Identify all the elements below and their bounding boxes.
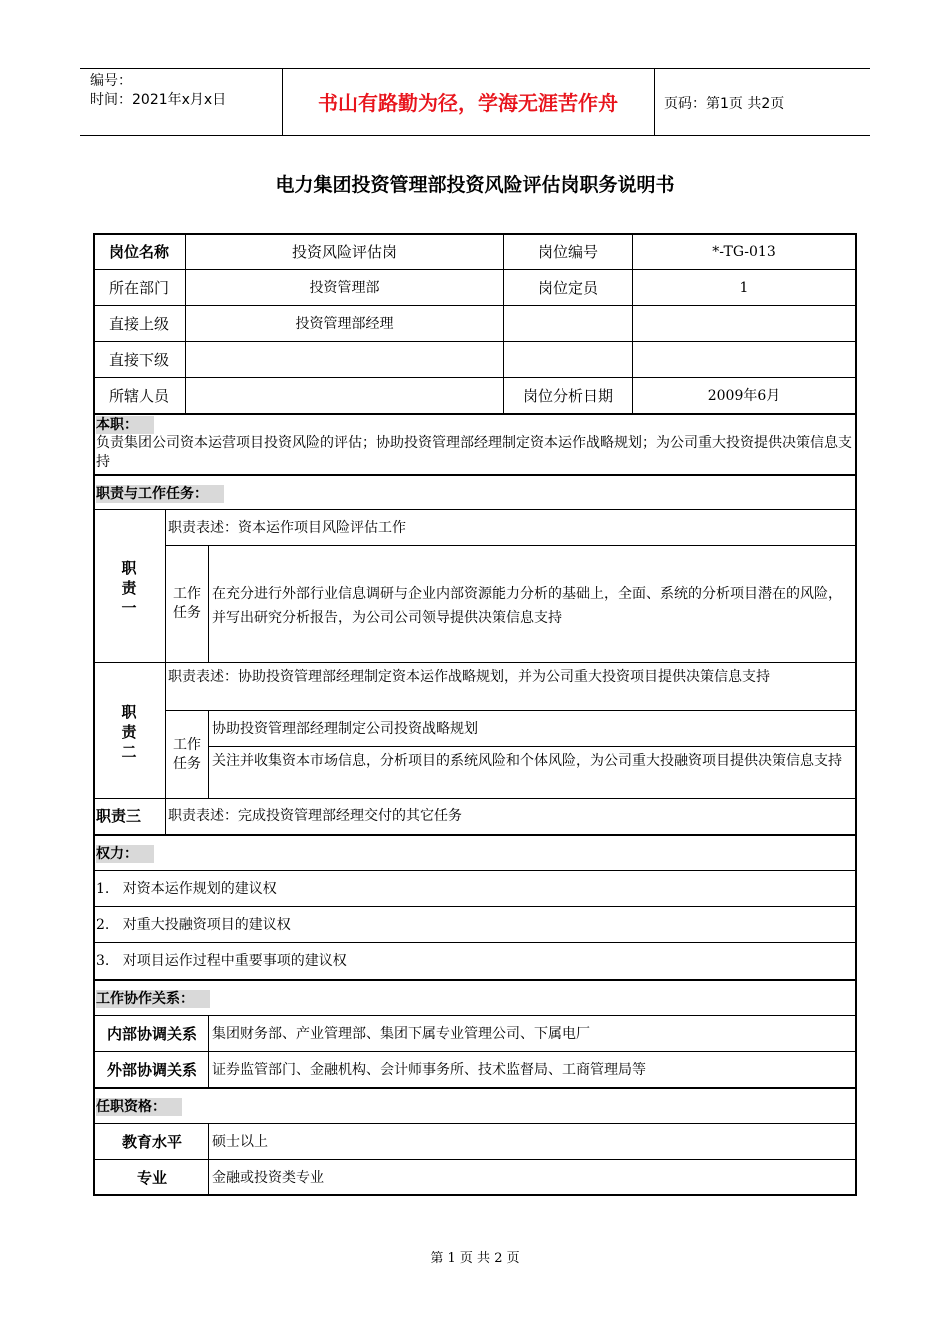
duty-2-task-1: 协助投资管理部经理制定公司投资战略规划 [212, 721, 478, 737]
value-analysis-date: 2009年6月 [707, 388, 781, 404]
duty-1-task: 在充分进行外部行业信息调研与企业内部资源能力分析的基础上，全面、系统的分析项目潜在的风险，并写出研究分析报告，为公司公司领导提供决策信息支持 [212, 586, 842, 626]
header-bottom-rule [80, 135, 870, 136]
power-item-1: 1. 对资本运作规划的建议权 [96, 881, 277, 897]
header-divider-right [654, 68, 655, 136]
col-line [208, 710, 209, 798]
label-department: 所在部门 [108, 279, 169, 297]
row-line [93, 413, 857, 415]
label-internal-relations: 内部协调关系 [106, 1025, 197, 1043]
section-heading-power: 权力： [96, 845, 154, 863]
row-line [93, 509, 857, 510]
duty-1-task-label: 工作任务 [173, 586, 201, 621]
row-line [93, 269, 857, 270]
row-line [93, 377, 857, 378]
doc-code-label: 编号： [90, 73, 132, 89]
row-line [93, 798, 857, 799]
duty-2-desc: 职责表述：协助投资管理部经理制定资本运作战略规划，并为公司重大投资项目提供决策信息支持 [168, 669, 770, 685]
row-line [93, 662, 857, 663]
header-top-rule [80, 68, 870, 69]
label-position-name: 岗位名称 [108, 243, 169, 261]
page-title: 电力集团投资管理部投资风险评估岗职务说明书 [275, 174, 675, 196]
value-position-code: *-TG-013 [712, 244, 776, 260]
value-direct-superior: 投资管理部经理 [295, 316, 394, 332]
label-staff: 所辖人员 [108, 387, 169, 405]
label-external-relations: 外部协调关系 [106, 1061, 197, 1079]
duty-1-desc: 职责表述：资本运作项目风险评估工作 [168, 520, 406, 536]
duty-2-task-label: 工作任务 [173, 737, 201, 772]
doc-time-label: 时间：2021年x月x日 [90, 92, 227, 108]
section-heading-qualifications: 任职资格： [96, 1098, 182, 1116]
value-external-relations: 证券监管部门、金融机构、会计师事务所、技术监督局、工商管理局等 [212, 1062, 646, 1078]
label-headcount: 岗位定员 [537, 279, 598, 297]
value-department: 投资管理部 [309, 280, 380, 296]
duty-2-label: 职责二 [121, 703, 137, 761]
header-motto: 书山有路勤为径，学海无涯苦作舟 [318, 91, 618, 115]
col-line [208, 1123, 209, 1196]
label-direct-superior: 直接上级 [108, 315, 169, 333]
row-line [208, 746, 857, 747]
row-line [93, 341, 857, 342]
value-position-name: 投资风险评估岗 [291, 243, 397, 261]
col-line [208, 545, 209, 662]
row-line [93, 474, 857, 476]
section-heading-relations: 工作协作关系： [96, 990, 210, 1008]
label-education: 教育水平 [121, 1133, 182, 1151]
power-item-2: 2. 对重大投融资项目的建议权 [96, 917, 291, 933]
row-line [93, 979, 857, 981]
duty-3-label: 职责三 [96, 807, 142, 825]
label-analysis-date: 岗位分析日期 [522, 387, 613, 405]
row-line [93, 834, 857, 836]
page-number-label: 页码：第1页 共2页 [664, 96, 785, 112]
duty-1-label: 职责一 [121, 559, 137, 617]
value-internal-relations: 集团财务部、产业管理部、集团下属专业管理公司、下属电厂 [212, 1026, 590, 1042]
col-line [208, 1015, 209, 1087]
col-line [165, 509, 166, 834]
value-education: 硕士以上 [212, 1134, 268, 1150]
row-line [93, 906, 857, 907]
row-line [93, 870, 857, 871]
value-headcount: 1 [739, 280, 749, 296]
row-line [165, 710, 857, 711]
row-line [93, 1087, 857, 1089]
label-direct-subordinate: 直接下级 [108, 351, 169, 369]
label-major: 专业 [136, 1169, 167, 1187]
section-heading-duty: 本职： [96, 416, 154, 434]
duty-3-desc: 职责表述：完成投资管理部经理交付的其它任务 [168, 808, 462, 824]
page-footer: 第 1 页 共 2 页 [430, 1251, 520, 1266]
section-heading-tasks: 职责与工作任务： [96, 485, 224, 503]
row-line [93, 305, 857, 306]
row-line [93, 942, 857, 943]
row-line [165, 545, 857, 546]
value-major: 金融或投资类专业 [212, 1170, 324, 1186]
label-position-code: 岗位编号 [537, 243, 598, 261]
power-item-3: 3. 对项目运作过程中重要事项的建议权 [96, 953, 347, 969]
duty-2-task-2: 关注并收集资本市场信息，分析项目的系统风险和个体风险，为公司重大投融资项目提供决策信息支持 [212, 753, 842, 769]
duty-text: 负责集团公司资本运营项目投资风险的评估；协助投资管理部经理制定资本运作战略规划；为公司重大投资提供决策信息支持 [96, 435, 852, 470]
